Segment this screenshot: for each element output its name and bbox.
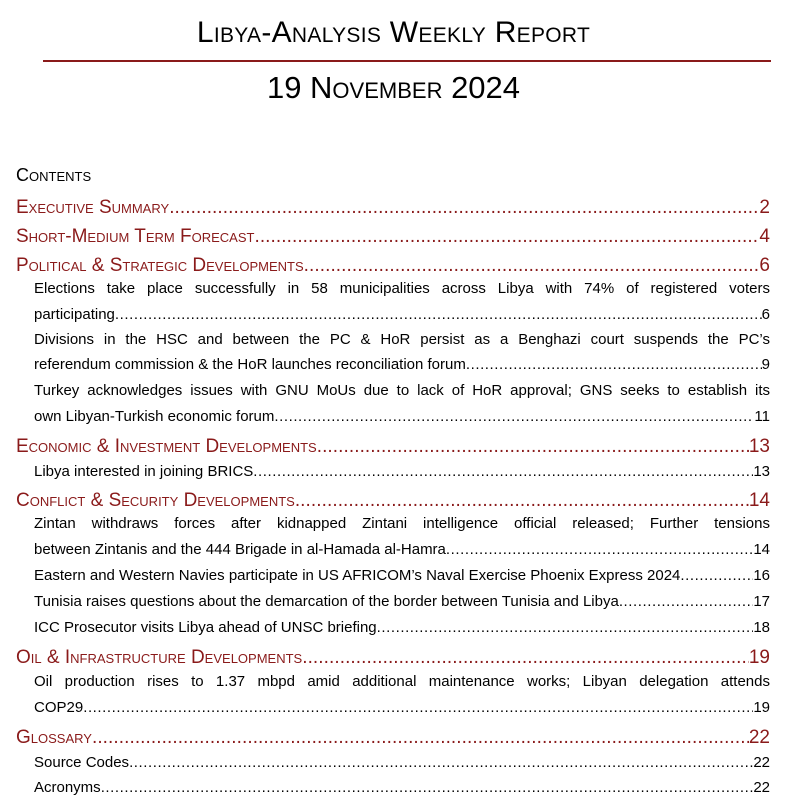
- dot-leader: [317, 436, 749, 458]
- toc-section-label: Oil & Infrastructure Developments: [16, 647, 303, 668]
- toc-section-executive-summary[interactable]: [16, 197, 770, 219]
- toc-page-number: 14: [753, 541, 770, 558]
- toc-section-label: Short-Medium Term Forecast: [16, 226, 255, 247]
- contents-heading: Contents: [16, 165, 92, 185]
- report-date: 19 November 2024: [266, 70, 521, 105]
- toc-page-number: 9: [761, 356, 770, 373]
- dot-leader: [446, 541, 753, 558]
- dot-leader: [304, 255, 760, 277]
- dot-leader: [83, 699, 753, 716]
- toc-section-label: Executive Summary: [16, 197, 170, 218]
- toc-entry-label: participating: [34, 306, 115, 323]
- dot-leader: [619, 593, 754, 610]
- toc-section-forecast[interactable]: [16, 226, 770, 248]
- toc-entry-oil[interactable]: [34, 699, 770, 716]
- dot-leader: [377, 619, 754, 636]
- dot-leader: [254, 226, 759, 248]
- toc-entry-acronyms[interactable]: [34, 779, 770, 796]
- toc-page-number: 13: [753, 463, 770, 480]
- toc-entry-oil-line1[interactable]: Oil production rises to 1.37 mbpd amid additional maintenance works; Libyan delegation attends: [34, 673, 770, 690]
- toc-page-number: 19: [748, 647, 770, 668]
- toc-entry-navies[interactable]: [34, 567, 770, 584]
- toc-entry-turkey[interactable]: [34, 408, 770, 425]
- toc-entry-source-codes[interactable]: [34, 754, 770, 771]
- toc-page-number: 16: [753, 567, 770, 584]
- toc-entry-label: Eastern and Western Navies participate in US AFRICOM’s Naval Exercise Phoenix Express 2024: [34, 567, 681, 584]
- toc-page-number: 13: [748, 436, 770, 457]
- toc-entry-label: own Libyan-Turkish economic forum: [34, 408, 275, 425]
- report-title: Libya-Analysis Weekly Report: [196, 16, 591, 49]
- toc-page-number: 22: [748, 727, 770, 748]
- toc-entry-label: COP29: [34, 699, 84, 716]
- toc-entry-label: Source Codes: [34, 754, 130, 771]
- toc-entry-label: Libya interested in joining BRICS: [34, 463, 254, 480]
- toc-section-label: Economic & Investment Developments: [16, 436, 317, 457]
- toc-page-number: 19: [753, 699, 770, 716]
- dot-leader: [274, 408, 754, 425]
- dot-leader: [253, 463, 753, 480]
- toc-page-number: 22: [753, 779, 770, 796]
- toc-section-label: Political & Strategic Developments: [16, 255, 304, 276]
- toc-page-number: 18: [753, 619, 770, 636]
- toc-page-number: 2: [759, 197, 770, 218]
- toc-entry-divisions[interactable]: [34, 356, 770, 373]
- dot-leader: [129, 754, 753, 771]
- dot-leader: [466, 356, 762, 373]
- toc-entry-label: ICC Prosecutor visits Libya ahead of UNSC briefing: [34, 619, 377, 636]
- toc-section-glossary[interactable]: [16, 727, 770, 749]
- toc-section-label: Glossary: [16, 727, 92, 748]
- toc-entry-zintan-line1[interactable]: Zintan withdraws forces after kidnapped Zintani intelligence official released; Further tensions: [34, 515, 770, 532]
- dot-leader: [302, 647, 749, 669]
- toc-page-number: 6: [761, 306, 770, 323]
- toc-entry-divisions-line1[interactable]: Divisions in the HSC and between the PC & HoR persist as a Benghazi court suspends the PC’s: [34, 331, 770, 348]
- toc-page-number: 6: [759, 255, 770, 276]
- toc-page-number: 17: [753, 593, 770, 610]
- toc-entry-label: referendum commission & the HoR launches reconciliation forum: [34, 356, 466, 373]
- toc-entry-icc[interactable]: [34, 619, 770, 636]
- toc-section-oil[interactable]: [16, 647, 770, 669]
- toc-page-number: 4: [759, 226, 770, 247]
- toc-entry-label: Acronyms: [34, 779, 101, 796]
- toc-entry-elections[interactable]: [34, 306, 770, 323]
- toc-entry-elections-line1[interactable]: Elections take place successfully in 58 municipalities across Libya with 74% of registered voters: [34, 280, 770, 297]
- toc-section-economic[interactable]: [16, 436, 770, 458]
- toc-entry-label: Tunisia raises questions about the demarcation of the border between Tunisia and Libya: [34, 593, 619, 610]
- dot-leader: [295, 490, 749, 512]
- title-divider: [43, 60, 771, 62]
- toc-section-label: Conflict & Security Developments: [16, 490, 295, 511]
- toc-entry-turkey-line1[interactable]: Turkey acknowledges issues with GNU MoUs due to lack of HoR approval; GNS seeks to establish its: [34, 382, 770, 399]
- toc-page-number: 11: [754, 408, 770, 425]
- toc-entry-brics[interactable]: [34, 463, 770, 480]
- toc-entry-tunisia[interactable]: [34, 593, 770, 610]
- dot-leader: [101, 779, 754, 796]
- toc-entry-label: between Zintanis and the 444 Brigade in al-Hamada al-Hamra: [34, 541, 446, 558]
- toc-section-political[interactable]: [16, 255, 770, 277]
- toc-section-conflict[interactable]: [16, 490, 770, 512]
- toc-entry-zintan[interactable]: [34, 541, 770, 558]
- dot-leader: [169, 197, 759, 219]
- dot-leader: [680, 567, 753, 584]
- dot-leader: [115, 306, 762, 323]
- dot-leader: [92, 727, 749, 749]
- toc-page-number: 14: [748, 490, 770, 511]
- toc-page-number: 22: [753, 754, 770, 771]
